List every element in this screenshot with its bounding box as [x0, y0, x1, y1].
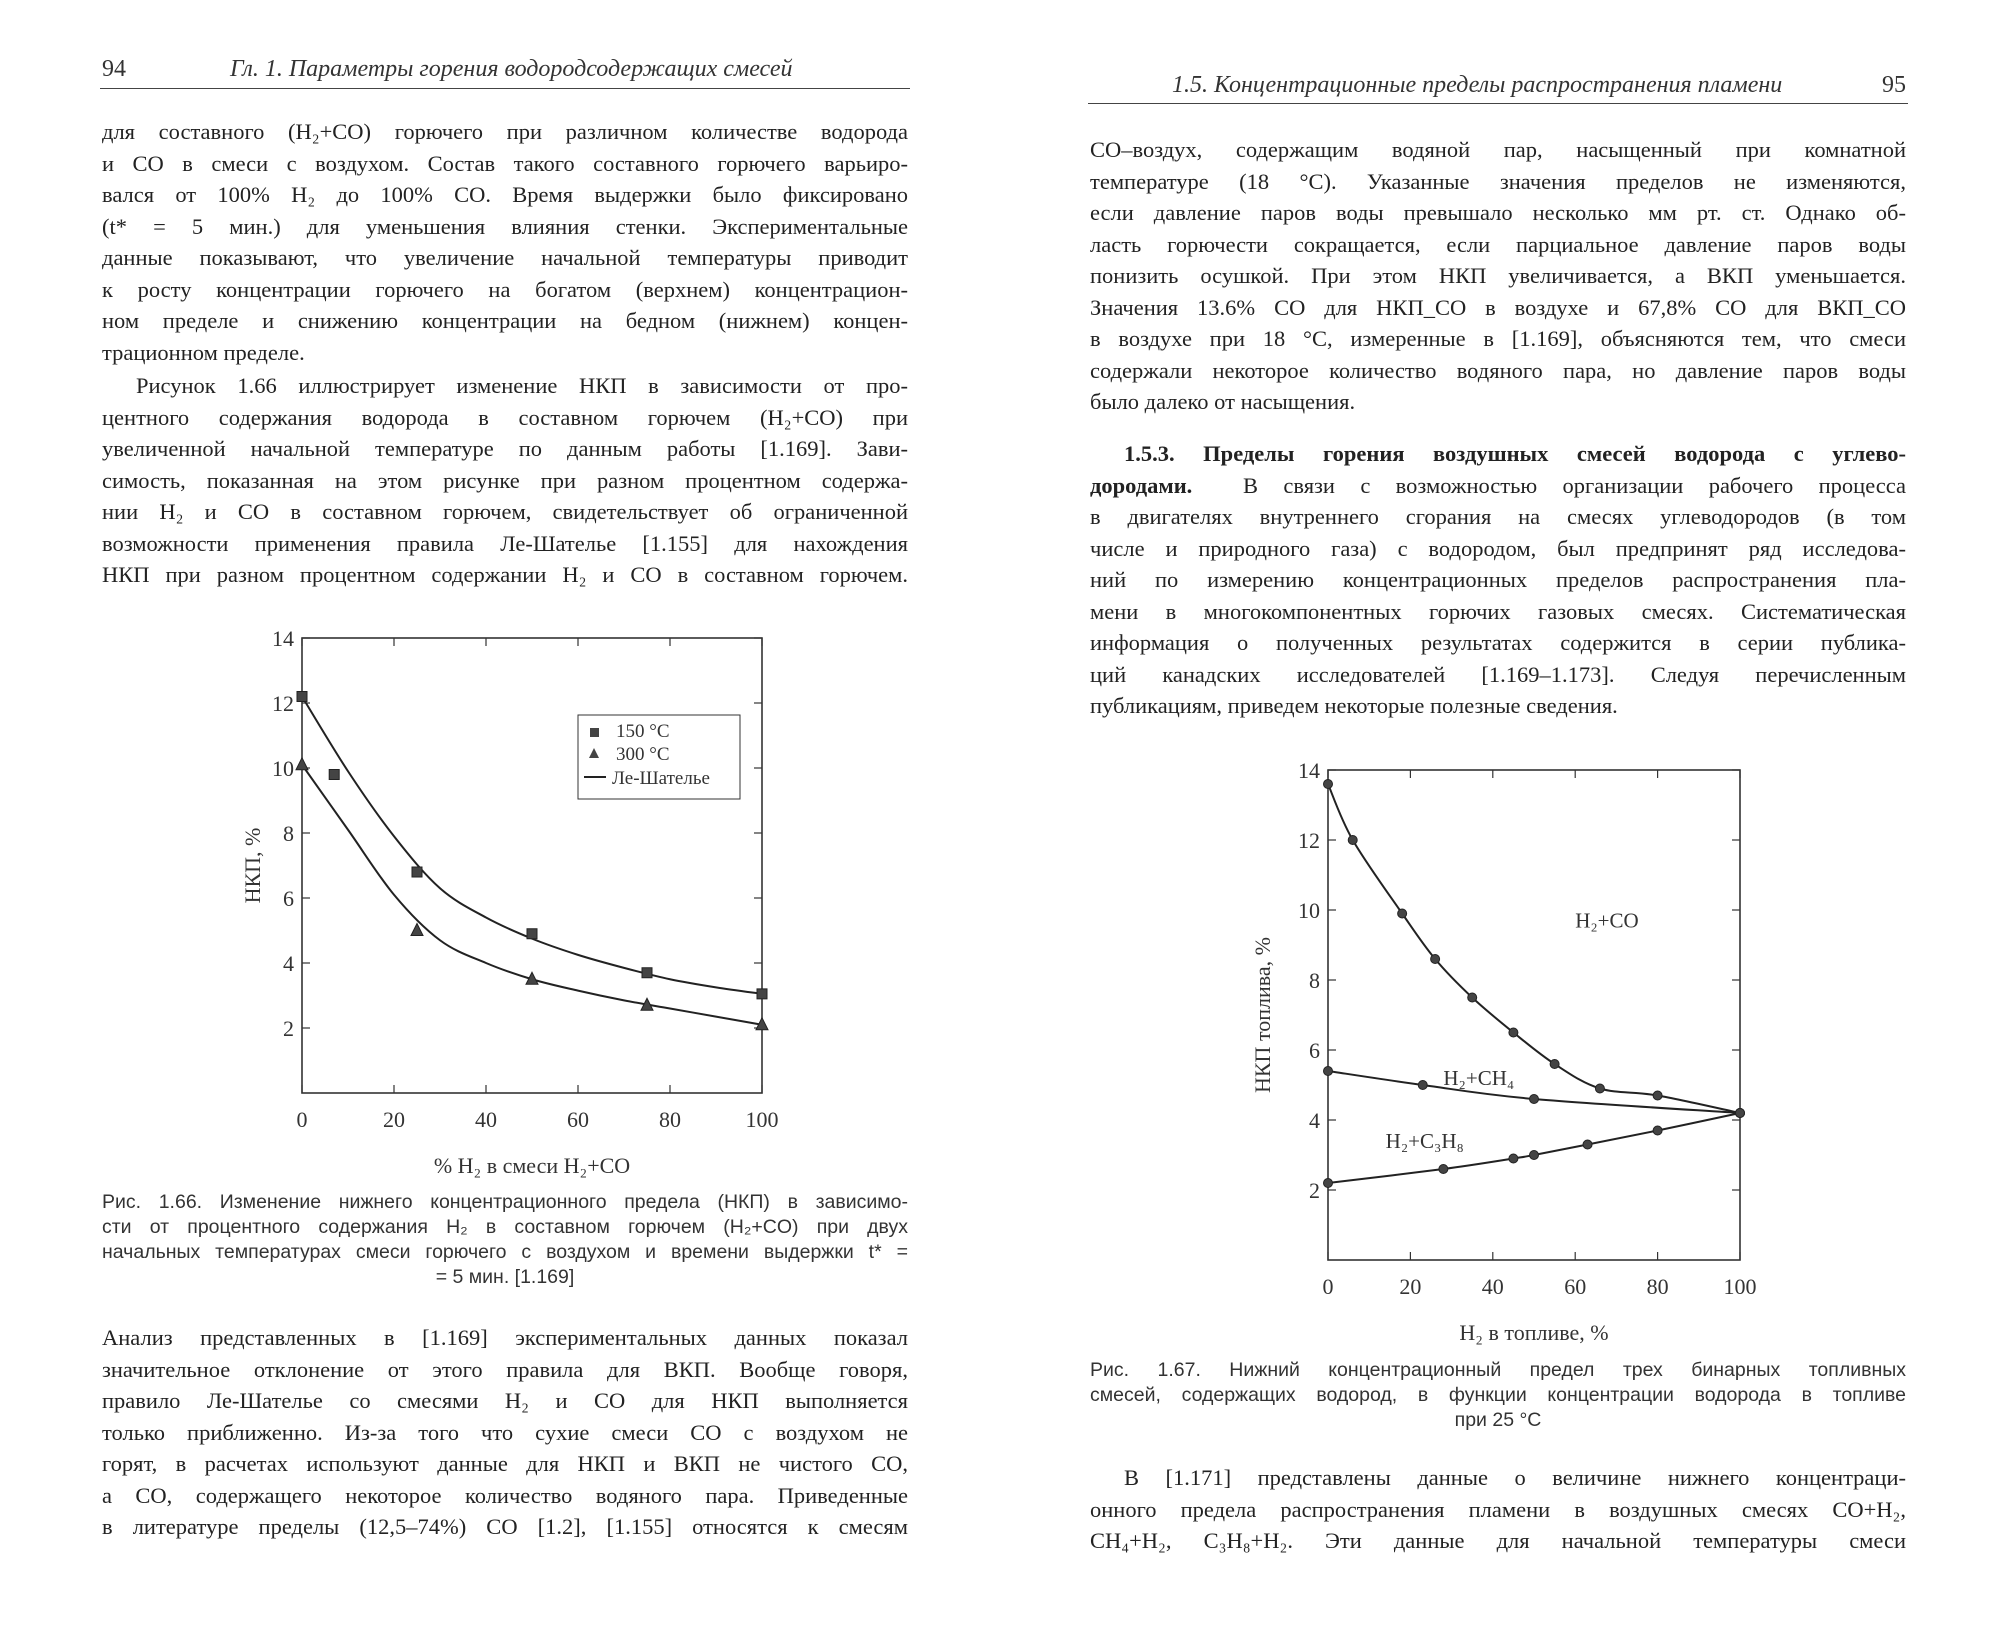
figure-1-66-caption-line: сти от процентного содержания H₂ в составном горючем (H₂+CO) при двух	[102, 1216, 908, 1238]
fig167-curve	[1328, 1071, 1740, 1113]
left-paragraph-3-line: правило Ле-Шателье со смесями H₂ и CO для НКП выполняется	[102, 1388, 908, 1413]
fig167-point	[1530, 1095, 1539, 1104]
fig166-legend-label: 300 °C	[616, 744, 670, 765]
left-paragraph-2	[102, 370, 908, 591]
figure-1-67-caption-line: Рис. 1.67. Нижний концентрационный предел трех бинарных топливных	[1090, 1359, 1906, 1381]
left-paragraph-3-line: в литературе пределы (12,5–74%) CO [1.2], [1.155] относятся к смесям	[102, 1514, 908, 1539]
right-paragraph-1-line: Значения 13.6% CO для НКП_CO в воздухе и 67,8% CO для ВКП_CO	[1090, 294, 1906, 320]
right-page	[1000, 0, 2000, 1646]
left-paragraph-1	[102, 116, 908, 368]
right-paragraph-2-line: ций канадских исследователей [1.169–1.173]. Следуя перечисленным	[1090, 661, 1906, 687]
fig166-point-150c	[642, 968, 652, 978]
left-paragraph-1-line: и CO в смеси с воздухом. Состав такого составного горючего варьиро-	[102, 150, 908, 176]
fig166-plot-frame	[302, 638, 762, 1093]
left-paragraph-3-line: а CO, содержащего некоторое количество водяного пара. Приведенные	[102, 1482, 908, 1508]
fig167-point	[1468, 993, 1477, 1002]
right-paragraph-1-line: ласть горючести сокращается, если парциальное давление паров воды	[1090, 231, 1906, 257]
fig167-curve-label: H₂+CH₄	[1443, 1066, 1515, 1090]
fig167-y-tick-label: 14	[1298, 758, 1320, 783]
fig167-x-tick-label: 60	[1564, 1274, 1587, 1299]
fig166-legend-label: Ле-Шателье	[612, 768, 710, 789]
fig167-x-tick-label: 80	[1646, 1274, 1669, 1299]
fig166-x-tick-label: 20	[383, 1107, 405, 1132]
left-paragraph-2-line: НКП при разном процентном содержании H₂ и CO в составном горючем.	[102, 562, 908, 587]
fig167-point	[1653, 1126, 1662, 1135]
left-paragraph-2-line: симость, показанная на этом рисунке при разном процентном содержа-	[102, 467, 908, 493]
fig167-y-tick-label: 10	[1298, 898, 1320, 923]
left-paragraph-2-line: увеличенной начальной температуре по данным работы [1.169]. Зави-	[102, 436, 908, 461]
left-paragraph-1-line: (t* = 5 мин.) для уменьшения влияния стенки. Экспериментальные	[102, 213, 908, 239]
right-paragraph-2-line: публикациям, приведем некоторые полезные сведения.	[1090, 693, 1618, 718]
fig167-y-tick-label: 12	[1298, 828, 1320, 853]
fig167-point	[1595, 1084, 1604, 1093]
right-paragraph-1-line: было далеко от насыщения.	[1090, 389, 1356, 414]
left-paragraph-1-line: к росту концентрации горючего на богатом (верхнем) концентрацион-	[102, 276, 908, 302]
left-page-number: 94	[102, 56, 126, 82]
right-header-title: 1.5. Концентрационные пределы распространения пламени	[1172, 72, 1783, 98]
left-paragraph-1-line: вался от 100% H₂ до 100% CO. Время выдержки было фиксировано	[102, 182, 908, 207]
right-paragraph-2-line: в двигателях внутреннего сгорания на смесях углеводородов (в том	[1090, 504, 1906, 529]
figure-1-67-caption-line: смесей, содержащих водород, в функции концентрации водорода в топливе	[1090, 1384, 1906, 1406]
right-paragraph-3-line: CH₄+H₂, C₃H₈+H₂. Эти данные для начальной температуры смеси	[1090, 1528, 1906, 1553]
fig166-legend-square-marker	[590, 728, 599, 737]
fig167-x-tick-label: 0	[1322, 1274, 1334, 1299]
fig167-point	[1398, 909, 1407, 918]
right-paragraph-2-line: числе и природного газа) с водородом, был предпринят ряд исследова-	[1090, 535, 1906, 561]
fig167-y-axis-label: НКП топлива, %	[1250, 937, 1275, 1093]
fig167-point	[1530, 1151, 1539, 1160]
right-paragraph-1	[1090, 134, 1906, 418]
right-paragraph-1-line: CO–воздух, содержащим водяной пар, насыщенный при комнатной	[1090, 137, 1906, 162]
fig166-y-tick-label: 10	[272, 756, 294, 781]
fig167-curve	[1328, 784, 1740, 1113]
fig166-x-tick-label: 100	[745, 1107, 779, 1132]
section-heading-cont: дородами.	[1090, 472, 1193, 498]
fig167-point	[1431, 955, 1440, 964]
right-paragraph-1-line: если давление паров воды превышало несколько мм рт. ст. Однако об-	[1090, 200, 1906, 225]
fig166-point-150c	[527, 929, 537, 939]
fig167-y-tick-label: 2	[1309, 1178, 1320, 1203]
right-paragraph-3-line: В [1.171] представлены данные о величине нижнего концентраци-	[1124, 1465, 1906, 1490]
left-paragraph-1-line: трационном пределе.	[102, 339, 305, 365]
fig167-point	[1418, 1081, 1427, 1090]
figure-1-66-caption-line: Рис. 1.66. Изменение нижнего концентрационного предела (НКП) в зависимо-	[102, 1191, 908, 1213]
right-paragraph-2-line: ний по измерению концентрационных пределов распространения пла-	[1090, 567, 1906, 592]
fig166-legend-label: 150 °C	[616, 721, 670, 742]
left-paragraph-1-line: ном пределе и снижению концентрации на бедном (нижнем) концен-	[102, 308, 908, 333]
fig167-x-axis-label: H₂ в топливе, %	[1459, 1320, 1609, 1345]
left-paragraph-3-line: только приближенно. Из-за того что сухие смеси CO с воздухом не	[102, 1419, 908, 1445]
right-paragraph-2	[1090, 438, 1906, 722]
fig167-plot-frame	[1328, 770, 1740, 1260]
left-paragraph-3	[102, 1322, 908, 1543]
fig166-x-tick-label: 40	[475, 1107, 497, 1132]
fig166-y-tick-label: 6	[283, 886, 294, 911]
fig167-point	[1509, 1154, 1518, 1163]
left-paragraph-2-line: Рисунок 1.66 иллюстрирует изменение НКП в зависимости от про-	[136, 373, 908, 398]
figure-1-66-chart	[230, 620, 800, 1180]
figure-1-67-chart	[1230, 750, 1770, 1345]
left-paragraph-2-line: центного содержания водорода в составном горючем (H₂+CO) при	[102, 404, 908, 430]
fig167-point	[1550, 1060, 1559, 1069]
fig167-x-tick-label: 100	[1723, 1274, 1757, 1299]
left-header-title: Гл. 1. Параметры горения водородсодержащих смесей	[230, 56, 793, 82]
left-header-rule	[100, 88, 910, 89]
fig167-x-tick-label: 40	[1481, 1274, 1504, 1299]
fig167-point	[1653, 1091, 1662, 1100]
right-paragraph-1-line: содержали некоторое количество водяного пара, но давление паров воды	[1090, 357, 1906, 383]
left-paragraph-1-line: для составного (H₂+CO) горючего при различном количестве водорода	[102, 119, 908, 144]
figure-1-66-caption	[102, 1190, 908, 1290]
right-paragraph-2-first: В связи с возможностью организации рабочего процесса	[1243, 472, 1906, 498]
left-paragraph-1-line: данные показывают, что увеличение начальной температуры приводит	[102, 245, 908, 270]
fig166-x-tick-label: 0	[296, 1107, 308, 1132]
figure-1-67-caption-line: при 25 °C	[1454, 1409, 1542, 1431]
fig167-point	[1439, 1165, 1448, 1174]
left-paragraph-3-line: Анализ представленных в [1.169] экспериментальных данных показал	[102, 1325, 908, 1350]
figure-1-66-caption-line: = 5 мин. [1.169]	[435, 1266, 575, 1288]
fig166-x-axis-label: % H₂ в смеси H₂+CO	[433, 1153, 631, 1178]
fig166-point-150c	[297, 692, 307, 702]
right-paragraph-1-line: температуре (18 °C). Указанные значения пределов не изменяются,	[1090, 168, 1906, 194]
fig167-y-tick-label: 4	[1309, 1108, 1320, 1133]
fig167-y-tick-label: 8	[1309, 968, 1320, 993]
fig167-curve-label: H₂+C₃H₈	[1385, 1129, 1464, 1153]
fig166-y-tick-label: 4	[283, 951, 294, 976]
section-heading: 1.5.3. Пределы горения воздушных смесей водорода с углево-	[1124, 441, 1906, 466]
figure-1-66-caption-line: начальных температурах смеси горючего с воздухом и времени выдержки t* =	[102, 1241, 908, 1263]
right-paragraph-3	[1090, 1462, 1906, 1557]
right-paragraph-2-line: информация о полученных результатах содержится в серии публика-	[1090, 630, 1906, 655]
left-paragraph-2-line: возможности применения правила Ле-Шателье [1.155] для нахождения	[102, 530, 908, 556]
fig166-point-300c	[296, 758, 308, 770]
left-paragraph-3-line: значительное отклонение от этого правила для ВКП. Вообще говоря,	[102, 1356, 908, 1382]
fig166-x-tick-label: 80	[659, 1107, 681, 1132]
fig167-y-tick-label: 6	[1309, 1038, 1320, 1063]
fig167-point	[1324, 1179, 1333, 1188]
fig167-point	[1509, 1028, 1518, 1037]
fig166-point-150c	[412, 867, 422, 877]
right-paragraph-1-line: в воздухе при 18 °C, измеренные в [1.169], объясняются тем, что смеси	[1090, 326, 1906, 351]
fig167-curve-label: H₂+CO	[1575, 908, 1639, 933]
right-paragraph-3-line: онного предела распространения пламени в воздушных смесях CO+H₂,	[1090, 1496, 1906, 1522]
fig166-y-tick-label: 8	[283, 821, 294, 846]
right-paragraph-2-line: мени в многокомпонентных горючих газовых смесях. Систематическая	[1090, 598, 1906, 624]
fig166-y-tick-label: 14	[272, 626, 294, 651]
fig166-point-150c	[757, 989, 767, 999]
right-header-rule	[1088, 103, 1908, 104]
left-paragraph-2-line: нии H₂ и CO в составном горючем, свидетельствует об ограниченной	[102, 499, 908, 524]
fig167-point	[1736, 1109, 1745, 1118]
fig166-y-tick-label: 12	[272, 691, 294, 716]
fig167-point	[1324, 780, 1333, 789]
figure-1-67-caption	[1090, 1358, 1906, 1433]
fig166-point-150c	[329, 770, 339, 780]
fig166-y-axis-label: НКП, %	[240, 827, 265, 904]
fig167-point	[1324, 1067, 1333, 1076]
left-paragraph-3-line: горят, в расчетах используют данные для НКП и ВКП не чистого CO,	[102, 1451, 908, 1476]
fig166-y-tick-label: 2	[283, 1016, 294, 1041]
fig166-x-tick-label: 60	[567, 1107, 589, 1132]
right-page-number: 95	[1882, 72, 1906, 98]
fig167-point	[1583, 1140, 1592, 1149]
right-paragraph-1-line: понизить осушкой. При этом НКП увеличивается, а ВКП уменьшается.	[1090, 263, 1906, 288]
fig167-point	[1348, 836, 1357, 845]
fig167-x-tick-label: 20	[1399, 1274, 1422, 1299]
